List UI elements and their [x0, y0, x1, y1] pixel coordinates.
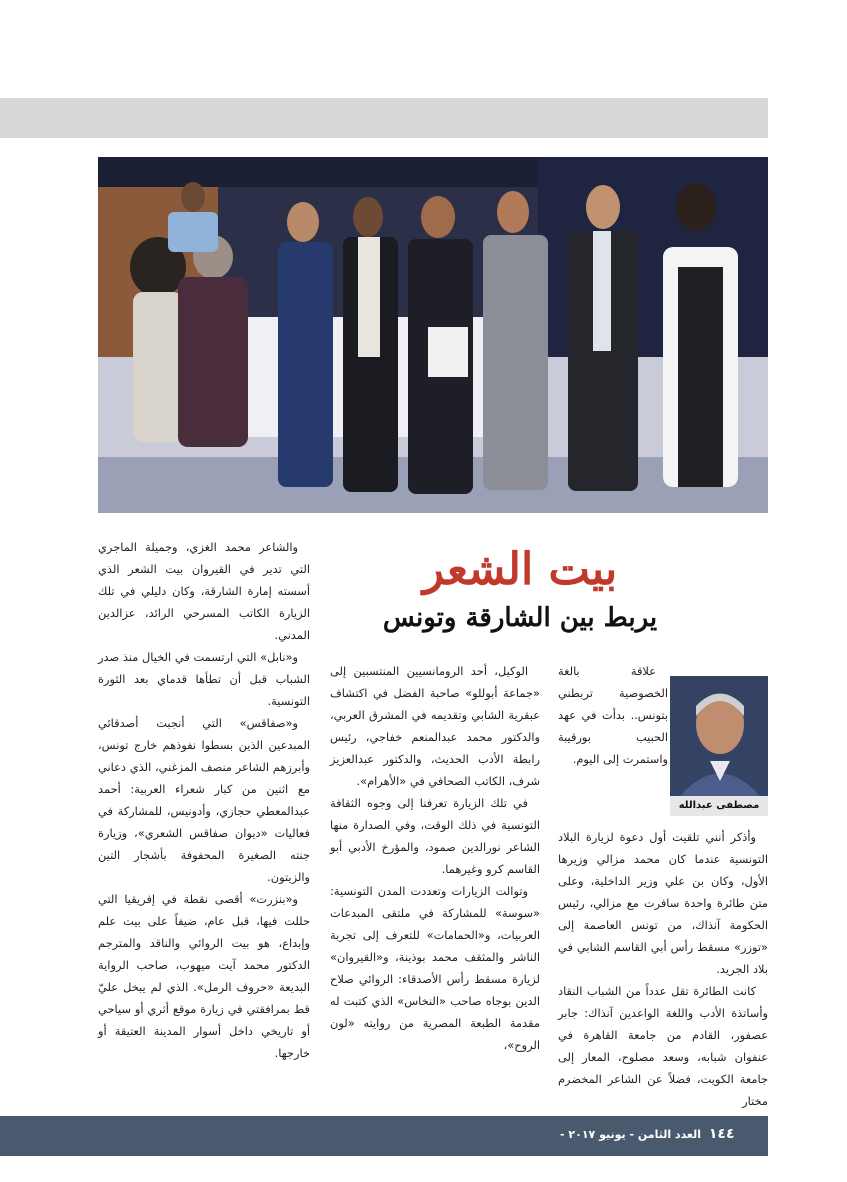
paragraph: الوكيل، أحد الرومانسيين المنتسبين إلى «جماعة أبوللو» صاحبة الفضل في اكتشاف عبقرية الشابي وتقديمه في المشرق العربي، والدكتور محمد عبدالمنعم خفاجي، رئيس رابطة الأدب الحديث، والدكتور عبدالعزيز شرف، الكاتب الصحافي في «الأهرام».: [330, 664, 540, 788]
photo-illustration: [98, 157, 768, 513]
article-column-left: [98, 536, 310, 1064]
issue-label: العدد الثامن - يونيو ٢٠١٧ -: [560, 1128, 702, 1141]
article-title: بيت الشعر: [422, 544, 618, 595]
author-caption: مصطفى عبدالله: [670, 796, 768, 816]
paragraph: علاقة بالغة الخصوصية تربطني بتونس.. بدأت في عهد الحبيب بورقيبة واستمرت إلى اليوم.: [558, 664, 668, 766]
author-photo: [670, 676, 768, 796]
paragraph: وتوالت الزيارات وتعددت المدن التونسية: «سوسة» للمشاركة في ملتقى المبدعات العربيات، و«الحمامات» للتعرف إلى تجربة الناشر والمثقف محمد بوذينة، و«القيروان» لزيارة مسقط رأس الأصدقاء: الروائي صلاح الدين بوجاه صاحب «النخاس» الذي كتبت له مقدمة الطبعة المصرية من روايته «لون الروح»،: [330, 884, 540, 1052]
article-column-right-bottom: [558, 826, 768, 1112]
paragraph: و«نابل» التي ارتسمت في الخيال منذ صدر الشباب قبل أن تطأها قدماي بعد الثورة التونسية.: [98, 650, 310, 708]
paragraph: وأذكر أنني تلقيت أول دعوة لزيارة البلاد التونسية عندما كان محمد مزالي وزيرها الأول، وكان بن علي وزير الداخلية، وعلى متن طائرة واحدة سافرت مع مزالي، رئيس الحكومة آنذاك، من تونس العاصمة إلى «توزر» مسقط رأس أبي القاسم الشابي في بلاد الجريد.: [558, 830, 768, 976]
paragraph: في تلك الزيارة تعرفنا إلى وجوه الثقافة التونسية في ذلك الوقت، وفي الصدارة منها الشاعر نورالدين صمود، والمؤرخ الأدبي أبو القاسم كرو وغيرهما.: [330, 796, 540, 876]
article-subtitle: يربط بين الشارقة وتونس: [382, 603, 658, 633]
article-column-right-top: [558, 660, 668, 770]
paragraph: والشاعر محمد الغزي، وجميلة الماجري التي تدير في القيروان بيت الشعر الذي أسسته إمارة الشارقة، وكان دليلي في تلك الزيارة الكاتب المسرحي الرائد، عزالدين المدني.: [98, 540, 310, 642]
paragraph: و«بنزرت» أقصى نقطة في إفريقيا التي حللت فيها، قبل عام، ضيفاً على بيت علم وإبداع، هو بيت الروائي والناقد والمترجم الدكتور محمد آيت ميهوب، صاحب الرواية البديعة «حروف الرمل». الذي لم يبخل عليّ قط بمرافقتي في زيارة موقع أثري أو سياحي أو تاريخي داخل أسوار المدينة العتيقة أو خارجها.: [98, 892, 310, 1060]
page-footer: [0, 1116, 768, 1156]
paragraph: و«صفاقس» التي أنجبت أصدقائي المبدعين الذين بسطوا نفوذهم خارج تونس، وأبرزهم الشاعر منصف المزغني، الذي دعاني مع اثنين من كبار شعراء العربية: أحمد عبدالمعطي حجازي، وأدونيس، للمشاركة في فعاليات «ديوان صفاقس الشعري»، وزيارة جنته الصغيرة المحفوفة بأشجار التين والزيتون.: [98, 716, 310, 884]
event-photo: [98, 157, 768, 513]
author-portrait: [670, 676, 768, 816]
page-number: ١٤٤: [708, 1126, 735, 1142]
article-column-middle: [330, 660, 540, 1056]
header-band: [0, 98, 768, 138]
article-title-block: [330, 540, 710, 636]
footer-info: [560, 1126, 760, 1142]
paragraph: كانت الطائرة تقل عدداً من الشباب النقاد وأساتذة الأدب واللغة الواعدين آنذاك: جابر عصفور، القادم من جامعة القاهرة في عنفوان شبابه، وسعد مصلوح، المعار إلى جامعة الكويت، فضلاً عن الشاعر المخضرم مختار: [558, 984, 768, 1108]
